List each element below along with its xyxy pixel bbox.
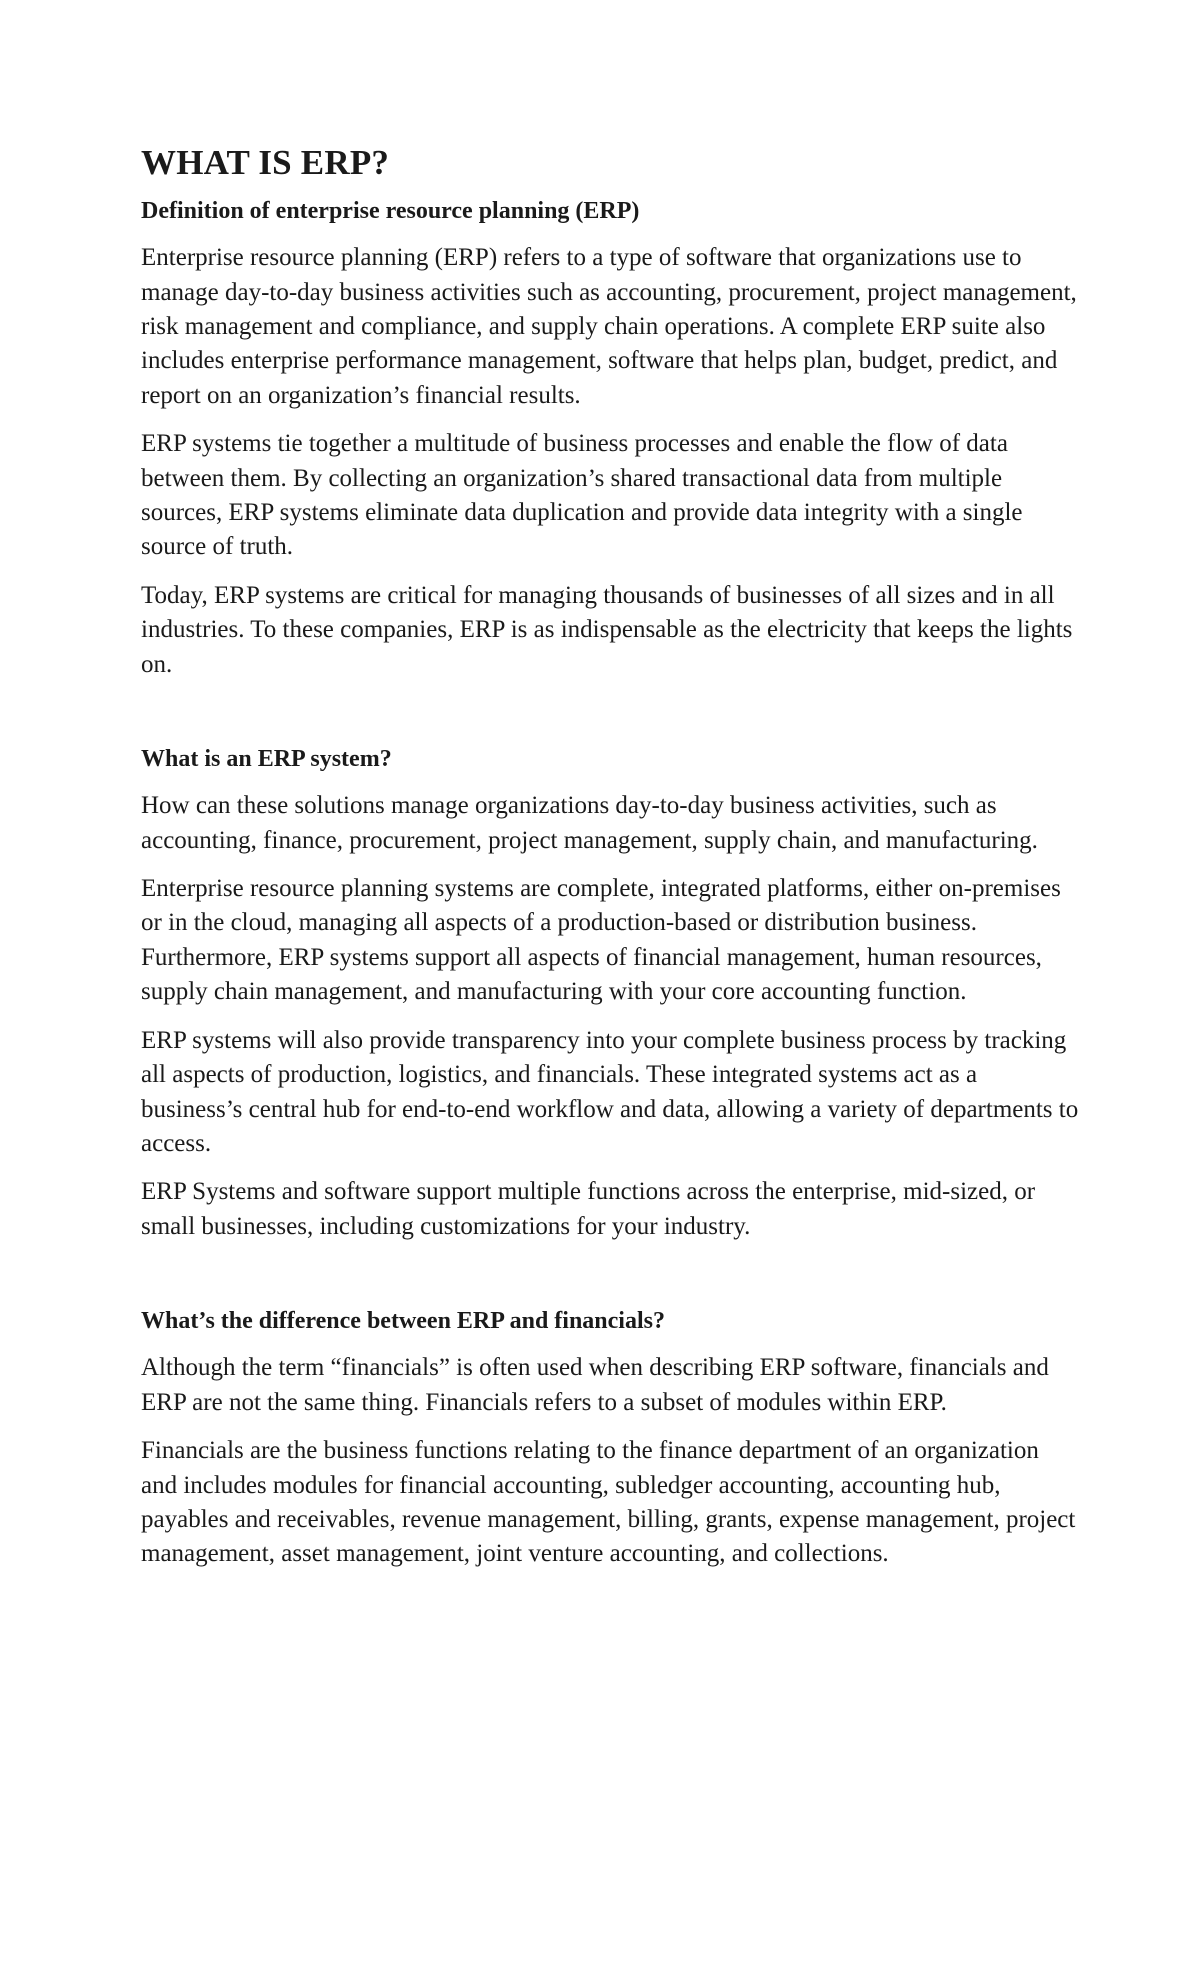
section-heading: What is an ERP system?	[141, 746, 392, 773]
paragraph: ERP systems will also provide transparency into your complete business process by tracking all aspects of production, logistics, and financials. These integrated systems act as a business’s central hub for end-to-end workflow and data, allowing a variety of departments to access.	[141, 1026, 1079, 1157]
paragraph: How can these solutions manage organizations day-to-day business activities, such as accounting, finance, procurement, project management, supply chain, and manufacturing.	[141, 792, 1038, 854]
paragraph: Today, ERP systems are critical for managing thousands of businesses of all sizes and in all industries. To these companies, ERP is as indispensable as the electricity that keeps the lights on.	[141, 581, 1073, 678]
page-title: WHAT IS ERP?	[141, 143, 390, 182]
section-definition	[141, 196, 1080, 682]
paragraph: Enterprise resource planning (ERP) refers to a type of software that organizations use to manage day-to-day business activities such as accounting, procurement, project management, risk management and compliance, and supply chain operations. A complete ERP suite also includes enterprise performance management, software that helps plan, budget, predict, and report on an organization’s financial results.	[141, 244, 1077, 409]
paragraph: ERP systems tie together a multitude of business processes and enable the flow of data between them. By collecting an organization’s shared transactional data from multiple sources, ERP systems eliminate data duplication and provide data integrity with a single source of truth.	[141, 430, 1023, 561]
paragraph: Although the term “financials” is often used when describing ERP software, financials and ERP are not the same thing. Financials refers to a subset of modules within ERP.	[141, 1354, 1049, 1416]
section-heading: What’s the difference between ERP and financials?	[141, 1308, 665, 1335]
paragraph: ERP Systems and software support multiple functions across the enterprise, mid-sized, or small businesses, including customizations for your industry.	[141, 1178, 1036, 1240]
paragraph: Financials are the business functions relating to the finance department of an organization and includes modules for financial accounting, subledger accounting, accounting hub, payables and receivables, revenue management, billing, grants, expense management, project management, asset management, joint venture accounting, and collections.	[141, 1437, 1076, 1568]
section-erp-vs-financials	[141, 1306, 1080, 1572]
paragraph: Enterprise resource planning systems are complete, integrated platforms, either on-premises or in the cloud, managing all aspects of a production-based or distribution business. Furthermore, ERP systems support all aspects of financial management, human resources, supply chain management, and manufacturing with your core accounting function.	[141, 875, 1061, 1006]
section-erp-system	[141, 744, 1080, 1244]
section-heading: Definition of enterprise resource planning (ERP)	[141, 198, 640, 224]
